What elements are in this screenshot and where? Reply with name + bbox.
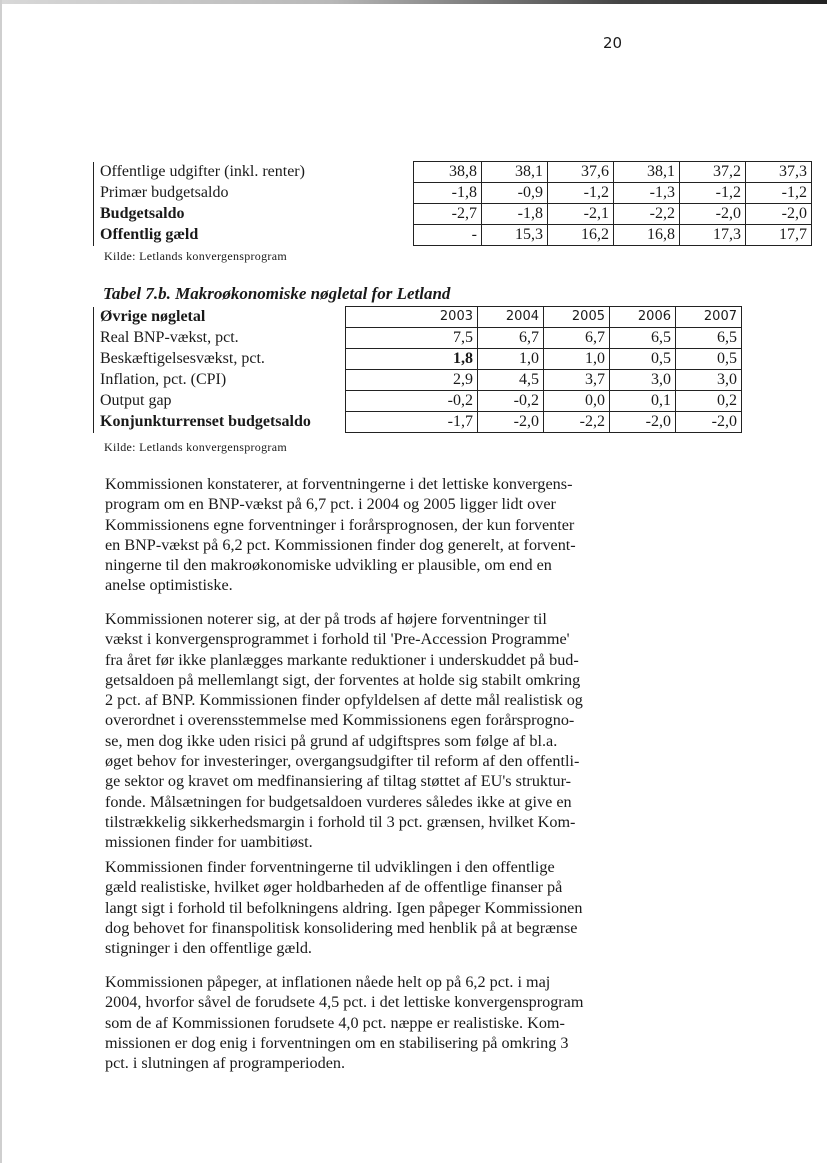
table-row bbox=[94, 162, 812, 183]
row-label: Budgetsaldo bbox=[94, 204, 344, 225]
cell: 37,2 bbox=[680, 162, 746, 183]
cell: 1,0 bbox=[544, 349, 610, 370]
page-left-edge bbox=[0, 0, 2, 1163]
row-label: Beskæftigelsesvækst, pct. bbox=[94, 349, 346, 370]
cell: -0,2 bbox=[478, 391, 544, 412]
cell: -0,2 bbox=[346, 391, 478, 412]
cell: -1,2 bbox=[746, 183, 812, 204]
cell: -1,2 bbox=[548, 183, 614, 204]
page-top-edge bbox=[0, 0, 827, 4]
cell: 0,5 bbox=[610, 349, 676, 370]
table-row bbox=[94, 204, 812, 225]
row-label: Primær budgetsaldo bbox=[94, 183, 344, 204]
cell: 17,3 bbox=[680, 225, 746, 246]
cell: 1,0 bbox=[478, 349, 544, 370]
macro-table bbox=[93, 306, 808, 433]
cell: -2,0 bbox=[680, 204, 746, 225]
paragraph: Kommissionen påpeger, at inflationen nåede helt op på 6,2 pct. i maj 2004, hvorfor såvel de forudsete 4,5 pct. i det lettiske konvergensprogram som de af Kommissionen forudsete 4,0 pct. næppe er realistiske. Kom- missionen er dog enig i forventningen om en stabilisering på omkring 3 pct. i slutningen af programperioden. bbox=[105, 973, 584, 1073]
row-label: Real BNP-vækst, pct. bbox=[94, 328, 346, 349]
table1-source: Kilde: Letlands konvergensprogram bbox=[104, 249, 287, 263]
cell: 2,9 bbox=[346, 370, 478, 391]
cell: 3,0 bbox=[610, 370, 676, 391]
cell: 3,7 bbox=[544, 370, 610, 391]
cell: 16,2 bbox=[548, 225, 614, 246]
cell: 38,1 bbox=[614, 162, 680, 183]
cell: 37,3 bbox=[746, 162, 812, 183]
year-header: 2003 bbox=[346, 307, 478, 328]
table-header-label: Øvrige nøgletal bbox=[94, 307, 346, 328]
cell: -0,9 bbox=[482, 183, 548, 204]
cell: 1,8 bbox=[346, 349, 478, 370]
cell: -2,0 bbox=[478, 412, 544, 433]
year-header: 2006 bbox=[610, 307, 676, 328]
cell: -2,0 bbox=[746, 204, 812, 225]
row-label: Offentlig gæld bbox=[94, 225, 344, 246]
cell: -1,8 bbox=[414, 183, 482, 204]
cell: 37,6 bbox=[548, 162, 614, 183]
cell: 38,8 bbox=[414, 162, 482, 183]
year-header: 2007 bbox=[676, 307, 742, 328]
cell: -1,2 bbox=[680, 183, 746, 204]
cell: -1,8 bbox=[482, 204, 548, 225]
cell: -2,1 bbox=[548, 204, 614, 225]
cell: -2,0 bbox=[610, 412, 676, 433]
table-header-row bbox=[94, 307, 808, 328]
table-row bbox=[94, 391, 808, 412]
table2-source: Kilde: Letlands konvergensprogram bbox=[104, 440, 287, 454]
cell: 6,7 bbox=[478, 328, 544, 349]
cell: 4,5 bbox=[478, 370, 544, 391]
fiscal-table bbox=[93, 161, 812, 246]
table-row bbox=[94, 412, 808, 433]
cell: 0,1 bbox=[610, 391, 676, 412]
table-row bbox=[94, 370, 808, 391]
year-header: 2005 bbox=[544, 307, 610, 328]
year-header: 2004 bbox=[478, 307, 544, 328]
cell: 17,7 bbox=[746, 225, 812, 246]
table2-caption: Tabel 7.b. Makroøkonomiske nøgletal for Letland bbox=[103, 284, 451, 303]
paragraph: Kommissionen konstaterer, at forventningerne i det lettiske konvergens- program om en BNP-vækst på 6,7 pct. i 2004 og 2005 ligger lidt over Kommissionens egne forventninger i forårsprognosen, der kun forventer en BNP-vækst på 6,2 pct. Kommissionen finder dog generelt, at forvent- ningerne til den makroøkonomiske udvikling er plausible, om end en anelse optimistiske. bbox=[105, 475, 576, 595]
paragraph: Kommissionen finder forventningerne til udviklingen i den offentlige gæld realistiske, hvilket øger holdbarheden af de offentlige finanser på langt sigt i forhold til befolkningens aldring. Igen påpeger Kommissionen dog behovet for finanspolitisk konsolidering med henblik på at begrænse stigninger i den offentlige gæld. bbox=[105, 858, 583, 958]
cell: 0,5 bbox=[676, 349, 742, 370]
page-number: 20 bbox=[603, 34, 623, 52]
table-row bbox=[94, 183, 812, 204]
row-label: Inflation, pct. (CPI) bbox=[94, 370, 346, 391]
table-row bbox=[94, 328, 808, 349]
cell: -2,2 bbox=[544, 412, 610, 433]
cell: 7,5 bbox=[346, 328, 478, 349]
table-row bbox=[94, 225, 812, 246]
cell: 0,0 bbox=[544, 391, 610, 412]
cell: 0,2 bbox=[676, 391, 742, 412]
cell: -2,2 bbox=[614, 204, 680, 225]
cell: -1,7 bbox=[346, 412, 478, 433]
cell: -2,0 bbox=[676, 412, 742, 433]
cell: 6,7 bbox=[544, 328, 610, 349]
table-row bbox=[94, 349, 808, 370]
row-label: Output gap bbox=[94, 391, 346, 412]
cell: 16,8 bbox=[614, 225, 680, 246]
cell: 38,1 bbox=[482, 162, 548, 183]
cell: - bbox=[414, 225, 482, 246]
cell: 3,0 bbox=[676, 370, 742, 391]
row-label: Konjunkturrenset budgetsaldo bbox=[94, 412, 346, 433]
cell: 6,5 bbox=[610, 328, 676, 349]
cell: 15,3 bbox=[482, 225, 548, 246]
row-label: Offentlige udgifter (inkl. renter) bbox=[94, 162, 344, 183]
paragraph: Kommissionen noterer sig, at der på trods af højere forventninger til vækst i konvergensprogrammet i forhold til 'Pre-Accession Programme' fra året før ikke planlægges markante reduktioner i underskuddet på bud- getsaldoen på mellemlangt sigt, der forventes at holde sig stabilt omkring 2 pct. af BNP. Kommissionen finder opfyldelsen af dette mål realistisk og overordnet i overensstemmelse med Kommissionens egen forårsprogno- se, men dog ikke uden risici på grund af udgiftspres som følge af bl.a. øget behov for investeringer, overgangsudgifter til reform af den offentli- ge sektor og kravet om medfinansiering af tiltag støttet af EU's struktur- fonde. Målsætningen for budgetsaldoen vurderes således ikke at give en tilstrækkelig sikkerhedsmargin i forhold til 3 pct. grænsen, hvilket Kom- missionen finder for uambitiøst. bbox=[105, 610, 583, 852]
cell: -2,7 bbox=[414, 204, 482, 225]
cell: 6,5 bbox=[676, 328, 742, 349]
cell: -1,3 bbox=[614, 183, 680, 204]
